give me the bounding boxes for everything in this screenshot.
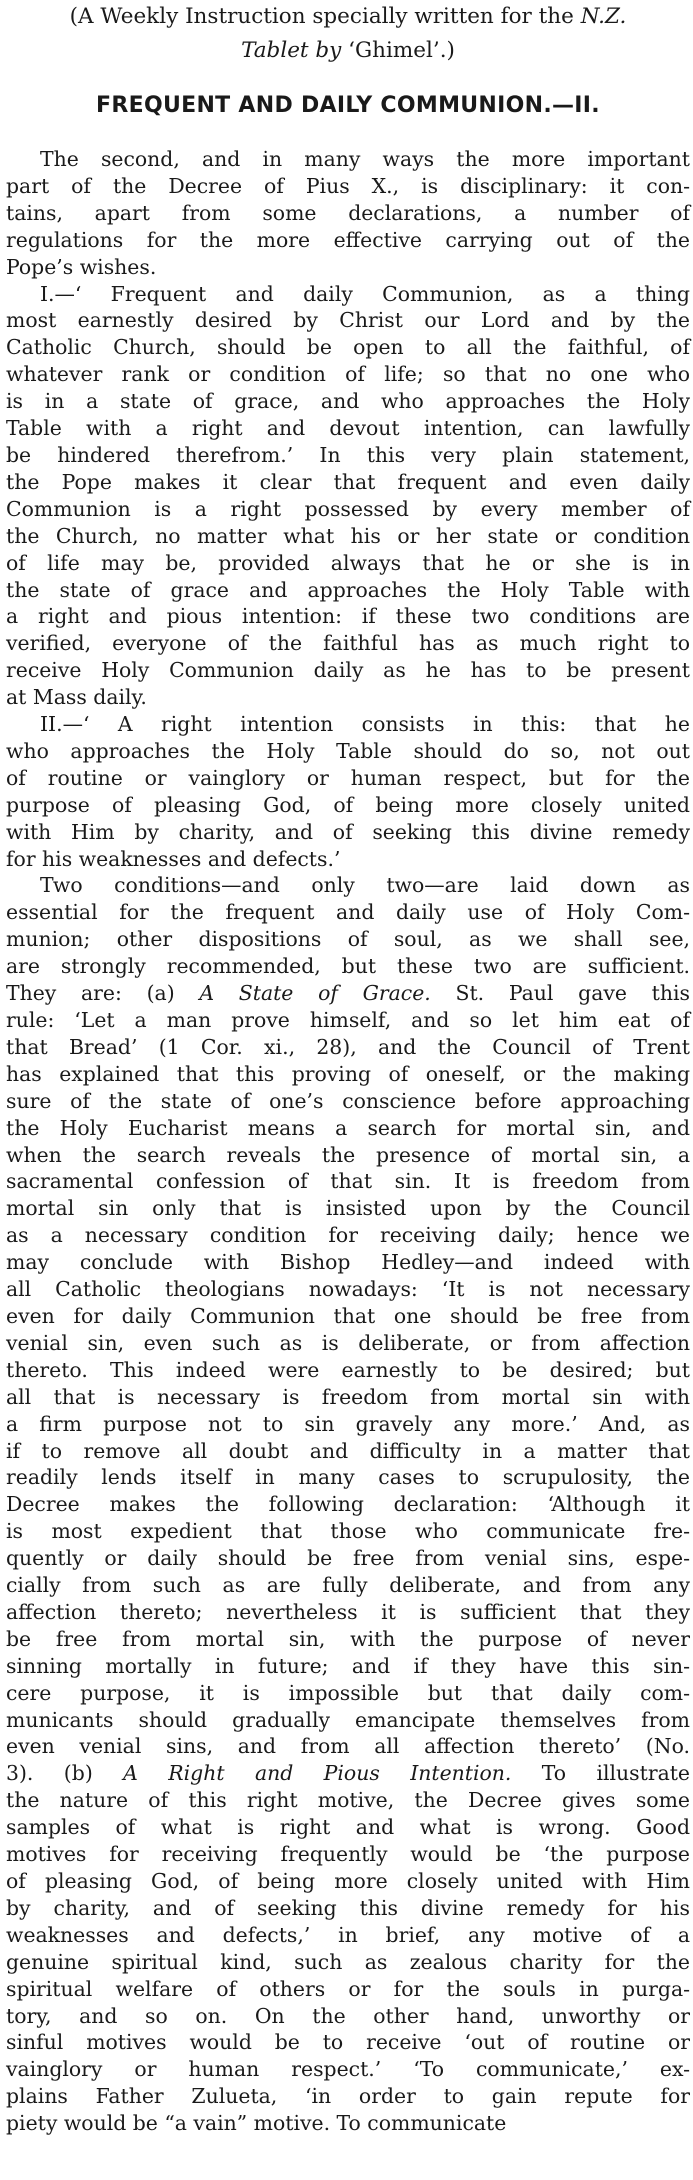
text-line: if to remove all doubt and difficulty in a matter that (6, 1438, 690, 1463)
text-line: even for daily Communion that one should be free from (6, 1303, 690, 1328)
text-line: essential for the frequent and daily use of Holy Com- (6, 900, 690, 925)
text-line: whatever rank or condition of life; so that no one who (6, 362, 690, 387)
article-column (6, 0, 690, 2137)
text-line: munion; other dispositions of soul, as we shall see, (6, 927, 690, 952)
text-line: purpose of pleasing God, of being more closely united (6, 792, 690, 817)
italic-phrase: Tablet by (241, 38, 342, 63)
text-line: with Him by charity, and of seeking this divine remedy (6, 819, 690, 844)
text-line: cially from such as are fully deliberate, and from any (6, 1573, 690, 1598)
text-line: thereto. This indeed were earnestly to be desired; but (6, 1357, 690, 1382)
text-line: even venial sins, and from all affection thereto’ (No. (6, 1734, 690, 1759)
paragraph-4 (6, 872, 690, 2137)
text-line: most earnestly desired by Christ our Lord and by the (6, 308, 690, 333)
italic-phrase: A Right and Pious Intention. (123, 1761, 512, 1786)
text-line: Table with a right and devout intention, can lawfully (6, 416, 690, 441)
text-line: the Church, no matter what his or her state or condition (6, 523, 690, 548)
text-line: a right and pious intention: if these two conditions are (6, 604, 690, 629)
text-line: be free from mortal sin, with the purpose of never (6, 1626, 690, 1651)
text-line: all Catholic theologians nowadays: ‘It is not necessary (6, 1277, 690, 1302)
text-line: when the search reveals the presence of mortal sin, a (6, 1142, 690, 1167)
text-line: genuine spiritual kind, such as zealous charity for the (6, 1949, 690, 1974)
text-line: quently or daily should be free from venial sins, espe- (6, 1546, 690, 1571)
text-line: Communion is a right possessed by every member of (6, 496, 690, 521)
text-line: They are: (a) A State of Grace. St. Paul gave this (6, 981, 690, 1006)
italic-phrase: N.Z. (580, 4, 627, 29)
text-line: venial sin, even such as is deliberate, or from affection (6, 1330, 690, 1355)
text-line: The second, and in many ways the more important (40, 147, 690, 171)
text-line: all that is necessary is freedom from mortal sin with (6, 1384, 690, 1409)
text-line: the state of grace and approaches the Holy Table with (6, 577, 690, 602)
text-line: samples of what is right and what is wrong. Good (6, 1815, 690, 1840)
text-line: plains Father Zulueta, ‘in order to gain repute for (6, 2084, 690, 2109)
text-line: tains, apart from some declarations, a number of (6, 200, 690, 225)
text-line: readily lends itself in many cases to scrupulosity, the (6, 1465, 690, 1490)
text-line: verified, everyone of the faithful has as much right to (6, 631, 690, 656)
italic-phrase: A State of Grace. (199, 981, 431, 1006)
text-line: the nature of this right motive, the Decree gives some (6, 1788, 690, 1813)
text-line: cere purpose, it is impossible but that daily com- (6, 1680, 690, 1705)
text-line: sinful motives would be to receive ‘out of routine or (6, 2030, 690, 2055)
text-line: piety would be “a vain” motive. To communicate (6, 2111, 507, 2136)
text-line: sure of the state of one’s conscience before approaching (6, 1088, 690, 1113)
text-line: of pleasing God, of being more closely united with Him (6, 1869, 690, 1893)
text-line: who approaches the Holy Table should do so, not out (6, 738, 690, 763)
text-line: tory, and so on. On the other hand, unworthy or (6, 2003, 690, 2028)
text-line: a firm purpose not to sin gravely any more.’ And, as (6, 1411, 690, 1436)
text-line: of routine or vainglory or human respect, but for the (6, 765, 690, 790)
text-line: has explained that this proving of oneself, or the making (6, 1061, 690, 1086)
text-line: Two conditions—and only two—are laid down as (40, 873, 690, 898)
text-line: the Pope makes it clear that frequent and even daily (6, 469, 690, 494)
text-line: be hindered therefrom.’ In this very plain statement, (6, 442, 690, 467)
text-line: for his weaknesses and defects.’ (6, 846, 341, 871)
text-line: affection thereto; nevertheless it is sufficient that they (6, 1599, 690, 1624)
text-line: Catholic Church, should be open to all the faithful, of (6, 335, 690, 360)
text-line: 3). (b) A Right and Pious Intention. To illustrate (6, 1761, 690, 1786)
text-line: is in a state of grace, and who approaches the Holy (6, 389, 690, 414)
text-line: I.—‘ Frequent and daily Communion, as a thing (40, 281, 690, 306)
paragraph-1 (6, 146, 690, 281)
text-line: vainglory or human respect.’ ‘To communicate,’ ex- (6, 2057, 690, 2082)
text-line: Decree makes the following declaration: ‘Although it (6, 1492, 690, 1517)
text-line: motives for receiving frequently would be ‘the purpose (6, 1842, 690, 1867)
text-line: as a necessary condition for receiving daily; hence we (6, 1223, 690, 1248)
intro-line-1: (A Weekly Instruction specially written for the N.Z. (69, 4, 627, 29)
text-line: is most expedient that those who communicate fre- (6, 1519, 690, 1544)
text-line: municants should gradually emancipate themselves from (6, 1707, 690, 1732)
text-line: mortal sin only that is insisted upon by the Council (6, 1196, 690, 1221)
article-title: FREQUENT AND DAILY COMMUNION.—II. (96, 93, 600, 118)
text-line: of life may be, provided always that he or she is in (6, 550, 690, 575)
text-line: weaknesses and defects,’ in brief, any motive of a (6, 1922, 690, 1947)
text-line: sacramental confession of that sin. It is freedom from (6, 1169, 690, 1194)
text-line: are strongly recommended, but these two are sufficient. (6, 954, 690, 979)
text-line: rule: ‘Let a man prove himself, and so let him eat of (6, 1008, 690, 1032)
text-line: regulations for the more effective carrying out of the (6, 227, 690, 252)
text-line: spiritual welfare of others or for the souls in purga- (6, 1976, 690, 2001)
text-line: may conclude with Bishop Hedley—and indeed with (6, 1250, 690, 1275)
text-line: part of the Decree of Pius X., is disciplinary: it con- (6, 173, 690, 198)
text-line: by charity, and of seeking this divine remedy for his (6, 1895, 690, 1920)
paragraph-2 (6, 281, 690, 712)
text-line: receive Holy Communion daily as he has to be present (6, 658, 690, 683)
paragraph-3 (6, 711, 690, 872)
intro-line-2: Tablet by ‘Ghimel’.) (241, 38, 455, 63)
text-line: sinning mortally in future; and if they have this sin- (6, 1653, 690, 1678)
text-line: at Mass daily. (6, 685, 147, 710)
text-line: II.—‘ A right intention consists in this: that he (40, 712, 690, 737)
article-intro (6, 0, 690, 68)
text-line: that Bread’ (1 Cor. xi., 28), and the Council of Trent (6, 1034, 690, 1059)
text-line: the Holy Eucharist means a search for mortal sin, and (6, 1115, 690, 1140)
text-line: Pope’s wishes. (6, 254, 157, 279)
